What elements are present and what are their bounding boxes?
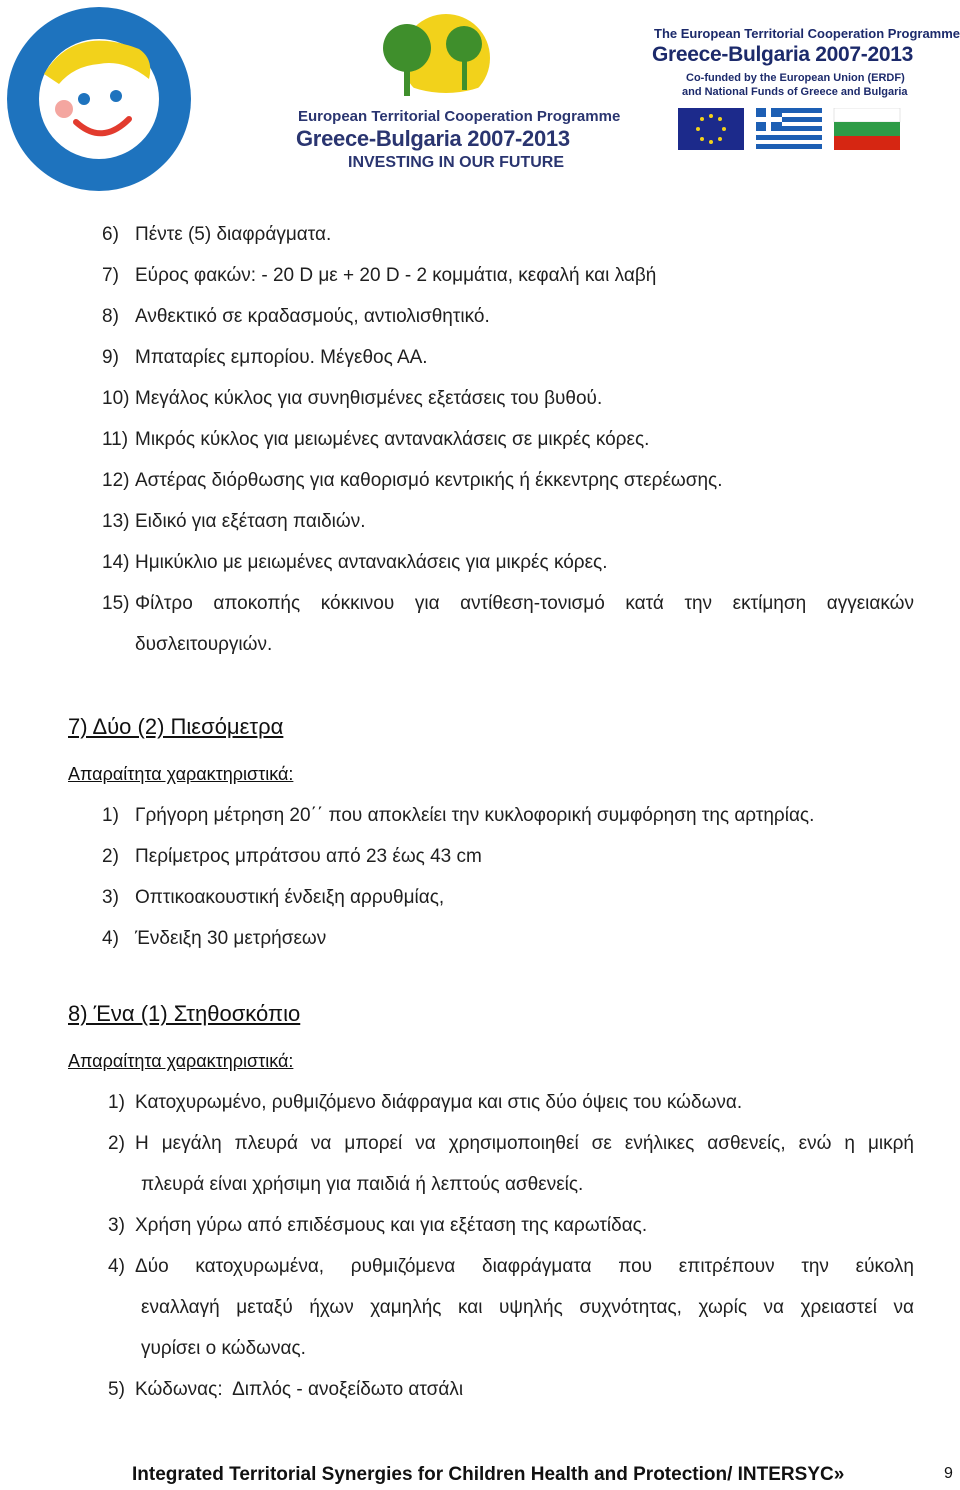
list-item-continuation: εναλλαγή μεταξύ ήχων χαμηλής και υψηλής συχνότητας, χωρίς να χρειαστεί να	[141, 1297, 914, 1318]
section-heading: 8) Ένα (1) Στηθοσκόπιο	[68, 1001, 301, 1026]
right-logo-line4: and National Funds of Greece and Bulgaria	[682, 86, 908, 98]
tree-sun-icon	[296, 8, 596, 108]
center-logo-line2: Greece-Bulgaria 2007-2013	[296, 126, 570, 151]
list-item-continuation: δυσλειτουργιών.	[135, 634, 273, 655]
center-logo-line3: INVESTING IN OUR FUTURE	[348, 154, 565, 171]
list-item-continuation: πλευρά είναι χρήσιμη για παιδιά ή λεπτούς ασθενείς.	[141, 1174, 584, 1195]
right-logo-line1: The European Territorial Cooperation Programme	[654, 26, 960, 41]
programme-funding-logo	[650, 26, 960, 156]
page-footer: Integrated Territorial Synergies for Children Health and Protection/ INTERSYC»	[132, 1464, 845, 1485]
section-heading: 7) Δύο (2) Πιεσόμετρα	[68, 714, 284, 739]
center-logo-line1: European Territorial Cooperation Programme	[298, 108, 621, 125]
flags-icon	[678, 108, 928, 150]
section-subheading: Απαραίτητα χαρακτηριστικά:	[68, 1051, 294, 1071]
programme-logo	[296, 8, 621, 188]
right-logo-line2: Greece-Bulgaria 2007-2013	[652, 43, 913, 66]
smile-of-the-child-logo	[4, 4, 194, 194]
right-logo-line3: Co-funded by the European Union (ERDF)	[686, 72, 905, 84]
list-item-continuation: γυρίσει ο κώδωνας.	[141, 1338, 306, 1359]
page-header	[0, 0, 960, 200]
page-number: 9	[944, 1465, 953, 1482]
section-subheading: Απαραίτητα χαρακτηριστικά:	[68, 764, 294, 784]
